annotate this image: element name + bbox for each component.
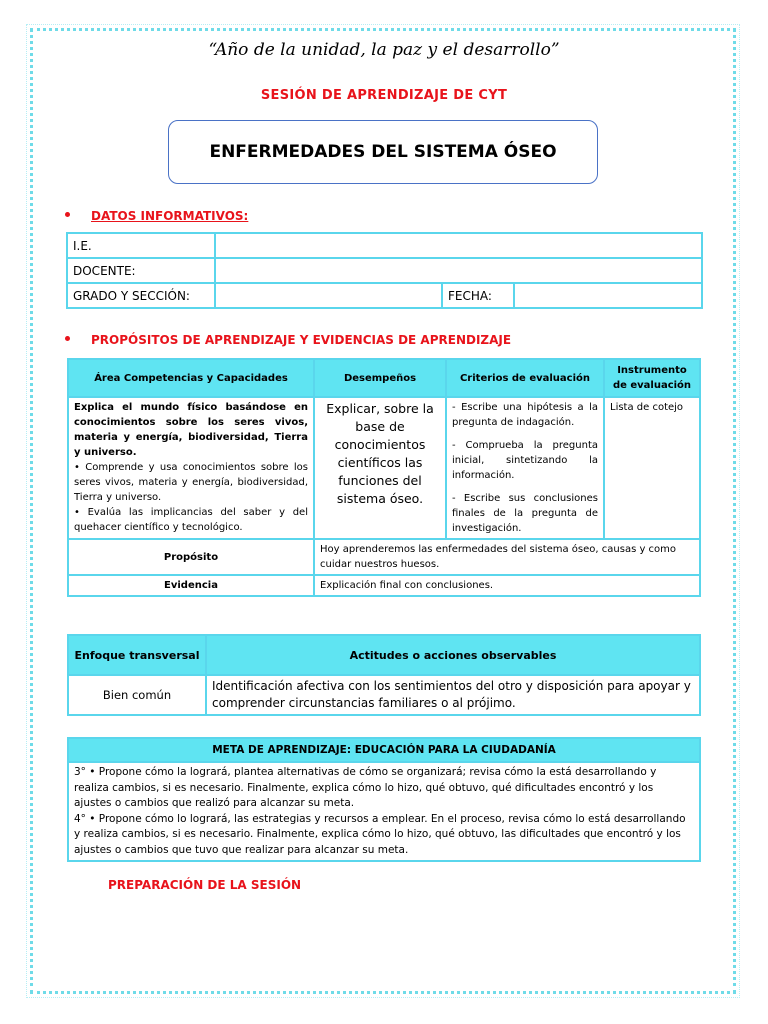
meta-table — [67, 737, 701, 862]
datos-table — [66, 232, 703, 309]
col-enfoque: Enfoque transversal — [68, 635, 206, 675]
proposito-label: Propósito — [68, 539, 314, 575]
datos-heading-text: DATOS INFORMATIVOS: — [91, 209, 249, 223]
criterio-1: - Escribe una hipótesis a la pregunta de indagación. — [452, 402, 598, 428]
meta-body — [68, 762, 700, 861]
criterio-3: - Escribe sus conclusiones finales de la pregunta de investigación. — [452, 493, 598, 534]
session-title: SESIÓN DE APRENDIZAJE DE CYT — [260, 88, 508, 103]
ie-value — [215, 233, 702, 258]
datos-heading — [91, 209, 248, 223]
docente-value — [215, 258, 702, 283]
col-instrumento: Instrumento de evaluación — [604, 359, 700, 397]
meta-line-4: 4° • Propone cómo lo logrará, las estrategias y recursos a emplear. En el proceso, revisa cómo lo está desarrollando y realiza cambios, si es necesario. Finalmente, explica cómo lo hizo, qué obtuvo, las dificultades que encontró y los ajustes o cambios que tuvo que realizar para alcanzar su meta. — [74, 812, 686, 856]
col-desempenos: Desempeños — [314, 359, 446, 397]
instrumento: Lista de cotejo — [604, 397, 700, 539]
topic-text: ENFERMEDADES DEL SISTEMA ÓSEO — [209, 142, 557, 162]
preparacion-heading: PREPARACIÓN DE LA SESIÓN — [108, 878, 302, 892]
fecha-label: FECHA: — [442, 283, 514, 308]
fecha-value — [514, 283, 702, 308]
propositos-heading — [91, 333, 511, 347]
desempeno: Explicar, sobre la base de conocimientos científicos las funciones del sistema óseo. — [314, 397, 446, 539]
docente-label: DOCENTE: — [67, 258, 215, 283]
actitud-text: Identificación afectiva con los sentimientos del otro y disposición para apoyar y comprender circunstancias familiares o al prójimo. — [206, 675, 700, 715]
proposito-text: Hoy aprenderemos las enfermedades del sistema óseo, causas y como cuidar nuestros huesos. — [314, 539, 700, 575]
col-criterios: Criterios de evaluación — [446, 359, 604, 397]
evidencia-text: Explicación final con conclusiones. — [314, 575, 700, 596]
evidencia-label: Evidencia — [68, 575, 314, 596]
meta-line-3: 3° • Propone cómo la logrará, plantea alternativas de cómo se organizará; revisa cómo la está desarrollando y realiza cambios, si es necesario. Finalmente, explica cómo lo hizo, qué obtuvo, qué dificultades encontró y los ajustes o cambios que realizó para alcanzar su meta. — [74, 766, 657, 809]
grado-value — [215, 283, 442, 308]
ie-label: I.E. — [67, 233, 215, 258]
capacidad-2: • Evalúa las implicancias del saber y del quehacer científico y tecnológico. — [74, 507, 308, 533]
propositos-heading-text: PROPÓSITOS DE APRENDIZAJE Y EVIDENCIAS DE APRENDIZAJE — [91, 333, 512, 347]
motto: “Año de la unidad, la paz y el desarrollo” — [208, 40, 560, 60]
meta-heading: META DE APRENDIZAJE: EDUCACIÓN PARA LA CIUDADANÍA — [68, 738, 700, 762]
capacidad-1: • Comprende y usa conocimientos sobre los seres vivos, materia y energía, biodiversidad, Tierra y universo. — [74, 462, 308, 503]
criterio-2: - Comprueba la pregunta inicial, sintetizando la información. — [452, 440, 598, 481]
bullet-icon — [65, 212, 70, 217]
col-area: Área Competencias y Capacidades — [68, 359, 314, 397]
area-cell — [68, 397, 314, 539]
competencia: Explica el mundo físico basándose en conocimientos sobre los seres vivos, materia y energía, biodiversidad, Tierra y universo. — [74, 402, 308, 458]
topic-title — [168, 120, 598, 184]
col-actitudes: Actitudes o acciones observables — [206, 635, 700, 675]
enfoque-table — [67, 634, 701, 716]
grado-label: GRADO Y SECCIÓN: — [67, 283, 215, 308]
criterios-cell — [446, 397, 604, 539]
enfoque-value: Bien común — [68, 675, 206, 715]
propositos-table — [67, 358, 701, 597]
bullet-icon — [65, 336, 70, 341]
